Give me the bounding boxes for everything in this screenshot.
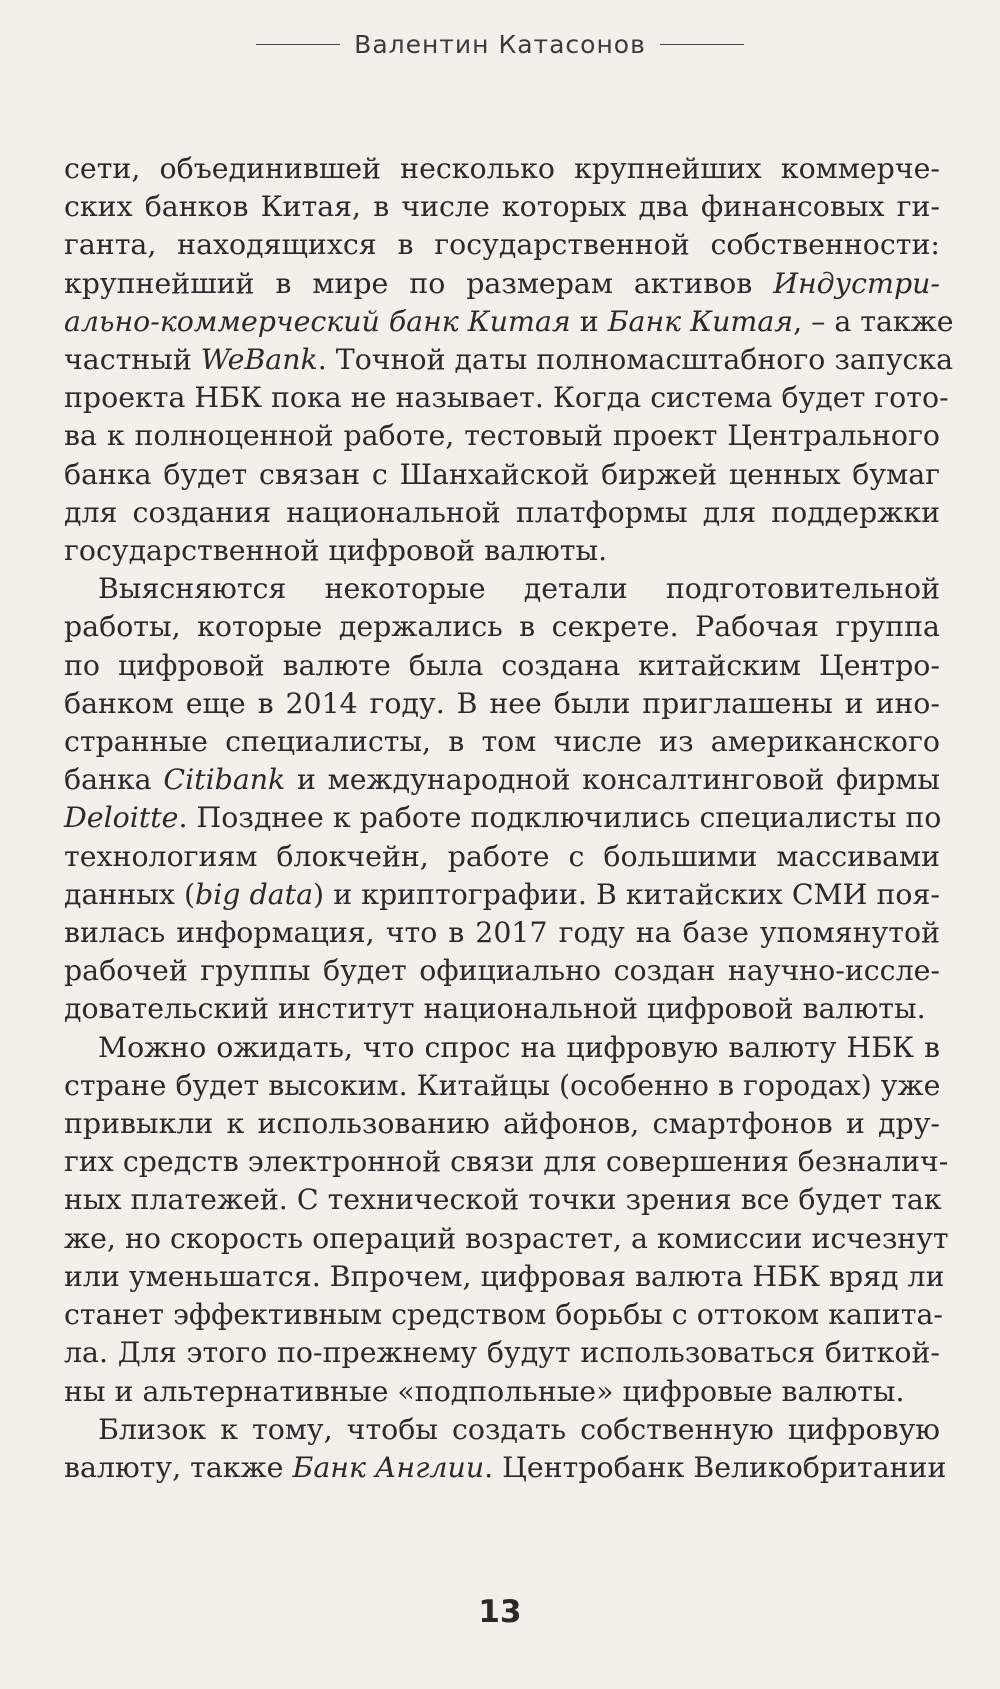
running-title: Валентин Катасонов — [354, 30, 646, 59]
text-run: банка — [64, 763, 164, 797]
text-line — [64, 188, 940, 226]
text-line — [64, 226, 940, 264]
text-line — [64, 723, 940, 761]
text-run: работы, которые держались в секрете. Рабочая группа — [64, 610, 940, 644]
header-rule-left — [256, 44, 340, 45]
text-line — [64, 1105, 940, 1143]
text-line — [64, 570, 940, 608]
text-line — [64, 685, 940, 723]
text-run: довательский институт национальной цифровой валюты. — [64, 992, 926, 1026]
text-run: ла. Для этого по-прежнему будут использоваться биткой- — [64, 1336, 940, 1370]
text-run: рабочей группы будет официально создан научно-иссле- — [64, 954, 940, 988]
page-number: 13 — [478, 1594, 522, 1630]
paragraph — [64, 570, 940, 1028]
text-line — [64, 799, 940, 837]
paragraph — [64, 1411, 947, 1487]
text-run: привыкли к использованию айфонов, смартфонов и дру- — [64, 1107, 940, 1141]
text-run: станет эффективным средством борьбы с оттоком капита- — [64, 1298, 944, 1332]
text-run: крупнейший в мире по размерам активов — [64, 266, 774, 300]
text-line — [64, 990, 940, 1028]
text-line — [64, 952, 940, 990]
text-line — [64, 876, 940, 914]
text-line — [64, 1296, 944, 1334]
text-run: . Центробанк Великобритании — [484, 1450, 947, 1484]
text-line — [64, 914, 940, 952]
text-run: частный — [64, 343, 201, 377]
running-header — [0, 30, 1000, 59]
paragraph — [64, 150, 954, 570]
text-line — [64, 838, 940, 876]
text-run: ) и криптографии. В китайских СМИ поя- — [313, 877, 940, 911]
text-line — [64, 1258, 945, 1296]
text-run: Выясняются некоторые детали подготовительной — [98, 572, 940, 606]
text-run: банком еще в 2014 году. В нее были приглашены и ино- — [64, 686, 940, 720]
text-run: ганта, находящихся в государственной собственности: — [64, 228, 940, 262]
text-line — [64, 1449, 947, 1487]
text-run: или уменьшатся. Впрочем, цифровая валюта НБК вряд ли — [64, 1259, 945, 1293]
text-line — [64, 608, 940, 646]
italic-text: WeBank — [200, 343, 318, 377]
text-run: стране будет высоким. Китайцы (особенно в городах) уже — [64, 1068, 941, 1102]
text-run: же, но скорость операций возрастет, а комиссии исчезнут — [64, 1221, 949, 1255]
text-line — [64, 1029, 940, 1067]
text-line — [64, 1373, 940, 1411]
text-run: странные специалисты, в том числе из американского — [64, 725, 940, 759]
text-line — [64, 761, 940, 799]
text-line — [64, 1067, 940, 1105]
italic-text: ально-коммерческий банк Китая — [64, 304, 571, 338]
text-run: ских банков Китая, в числе которых два финансовых ги- — [64, 190, 940, 224]
text-run: ны и альтернативные «подпольные» цифровые валюты. — [64, 1374, 905, 1408]
text-run: . Точной даты полномасштабного запуска — [317, 343, 953, 377]
text-run: государственной цифровой валюты. — [64, 534, 608, 568]
text-line — [64, 150, 940, 188]
text-run: по цифровой валюте была создана китайским Центро- — [64, 648, 940, 682]
text-line — [64, 494, 940, 532]
text-run: банка будет связан с Шанхайской биржей ценных бумаг — [64, 457, 940, 491]
text-line — [64, 1334, 940, 1372]
text-line — [64, 456, 940, 494]
text-line — [64, 647, 940, 685]
text-line — [64, 1143, 949, 1181]
italic-text: big data — [195, 877, 314, 911]
body-text — [64, 150, 954, 1487]
text-line — [64, 1220, 949, 1258]
italic-text: Банк Китая — [607, 304, 794, 338]
text-run: проекта НБК пока не называет. Когда система будет гото- — [64, 381, 949, 415]
text-run: ных платежей. С технической точки зрения все будет так — [64, 1183, 942, 1217]
text-line — [64, 1411, 940, 1449]
text-run: , – а также — [793, 304, 954, 338]
header-rule-right — [660, 44, 744, 45]
text-line — [64, 417, 940, 455]
text-line — [64, 303, 954, 341]
italic-text: Банк Англии — [292, 1450, 485, 1484]
text-run: Близок к тому, чтобы создать собственную цифровую — [98, 1412, 940, 1446]
text-run: и международной консалтинговой фирмы — [285, 763, 940, 797]
text-line — [64, 379, 949, 417]
text-line — [64, 1181, 940, 1219]
italic-text: Citibank — [163, 763, 286, 797]
text-run: вилась информация, что в 2017 году на базе упомянутой — [64, 916, 940, 950]
text-line — [64, 341, 953, 379]
text-run: и — [570, 304, 608, 338]
text-run: данных ( — [64, 877, 196, 911]
text-run: валюту, также — [64, 1450, 293, 1484]
text-run: сети, объединившей несколько крупнейших коммерче- — [64, 152, 940, 185]
text-run: технологиям блокчейн, работе с большими массивами — [64, 839, 940, 873]
text-run: ва к полноценной работе, тестовый проект Центрального — [64, 419, 940, 453]
text-run: гих средств электронной связи для совершения безналич- — [64, 1145, 949, 1179]
text-run: Можно ожидать, что спрос на цифровую валюту НБК в — [98, 1030, 940, 1064]
text-line — [64, 265, 940, 303]
italic-text: Индустри- — [773, 266, 940, 300]
text-run: . Позднее к работе подключились специалисты по — [178, 801, 942, 835]
text-run: для создания национальной платформы для поддержки — [64, 495, 940, 529]
italic-text: Deloitte — [64, 801, 179, 835]
text-line — [64, 532, 940, 570]
paragraph — [64, 1029, 949, 1411]
